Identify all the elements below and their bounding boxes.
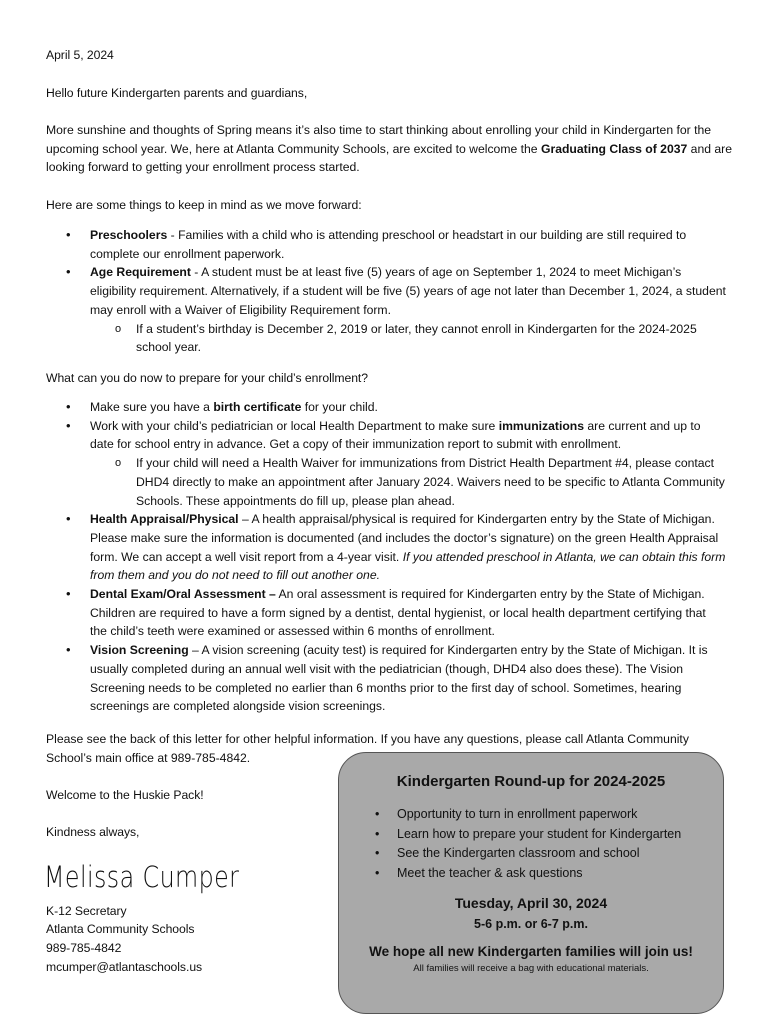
list-item-dental-exam: [46, 585, 726, 641]
welcome-line: Welcome to the Huskie Pack!: [46, 788, 204, 802]
item-heading: Preschoolers: [90, 228, 168, 242]
item-text: Make sure you have a: [90, 400, 214, 414]
greeting: Hello future Kindergarten parents and guardians,: [46, 86, 308, 100]
list-item-birth-certificate: [46, 398, 726, 417]
prepare-heading: What can you do now to prepare for your child’s enrollment?: [46, 371, 369, 385]
list-item-age-requirement: [46, 263, 726, 357]
item-text: – A health appraisal/physical is required for Kindergarten entry by the State of Michigan. Please make sure the information is documented (and includes the doctor’s signature) on the green Health Appraisal form. We can accept a well visit report from a 4-year visit.: [90, 512, 719, 564]
list-item-vision-screening: [46, 641, 726, 716]
roundup-time: 5-6 p.m. or 6-7 p.m.: [474, 917, 588, 931]
item-text: - A student must be at least five (5) years of age on September 1, 2024 to meet Michigan’s eligibility requirement. Alternatively, if a student will be five (5) years of age not later than December 1, 2024, a student may enroll with a Waiver of Eligibility Requirement form.: [90, 265, 726, 317]
keep-in-mind-list: [46, 226, 726, 357]
sub-item-birthday: o If a student’s birthday is December 2, 2019 or later, they cannot enroll in Kindergarten for the 2024-2025 school year.: [90, 320, 726, 357]
roundup-title: Kindergarten Round-up for 2024-2025: [396, 773, 666, 790]
closing-note: Please see the back of this letter for other helpful information. If you have any questions, please call Atlanta Community School’s main office at 989-785-4842.: [46, 732, 689, 765]
roundup-item: • Learn how to prepare your student for Kindergarten: [375, 825, 681, 845]
roundup-item: • See the Kindergarten classroom and school: [375, 844, 681, 864]
item-text: are current and up to date for school entry in advance. Get a copy of their immunization report to submit with enrollment.: [90, 418, 701, 452]
item-text: - Families with a child who is attending preschool or headstart in our building are still required to complete our enrollment paperwork.: [90, 228, 687, 261]
list-item-health-appraisal: [46, 510, 726, 585]
keep-in-mind-heading: Here are some things to keep in mind as we move forward:: [46, 198, 362, 212]
roundup-hope: We hope all new Kindergarten families will join us!: [369, 944, 693, 959]
item-heading: Health Appraisal/Physical: [90, 512, 239, 527]
item-heading: Vision Screening: [90, 643, 189, 658]
signer-email: mcumper@atlantaschools.us: [46, 960, 203, 974]
item-text: An oral assessment is required for Kindergarten entry by the State of Michigan. Children are required to have a form signed by a dentist, dental hygienist, or local health department certifying that the child’s teeth were examined or assessed within 6 months of enrollment.: [90, 587, 706, 639]
class-of-highlight: Graduating Class of 2037: [540, 141, 688, 156]
handwritten-signature: Melissa Cumper: [44, 860, 240, 894]
item-heading: birth certificate: [213, 400, 302, 414]
signer-org: Atlanta Community Schools: [46, 922, 195, 936]
signer-title: K-12 Secretary: [46, 904, 127, 918]
list-item-preschoolers: [46, 226, 726, 263]
roundup-item: • Meet the teacher & ask questions: [375, 864, 681, 884]
item-text: for your child.: [301, 400, 378, 414]
roundup-box: [338, 752, 724, 1014]
roundup-item: • Opportunity to turn in enrollment paperwork: [375, 805, 681, 825]
list-item-immunizations: [46, 417, 726, 511]
intro-text-2: and are looking forward to getting your enrollment process started.: [46, 141, 733, 175]
item-heading: Dental Exam/Oral Assessment –: [90, 587, 276, 602]
sub-item-health-waiver: o If your child will need a Health Waiver for immunizations from District Health Department #4, please contact DHD4 directly to make an appointment after January 2024. Waivers need to be specific to Atlanta Community Schools. These appointments do fill up, please plan ahead.: [90, 454, 726, 510]
intro-paragraph: [46, 121, 736, 177]
item-text: – A vision screening (acuity test) is required for Kindergarten entry by the State of Michigan. It is usually completed during an annual well visit with the pediatrician (though, DHD4 also does these). The Vision Screening needs to be completed no earlier than 6 months prior to the first day of school. Sometimes, hearing screenings are completed alongside vision screenings.: [90, 643, 708, 714]
roundup-note: All families will receive a bag with educational materials.: [413, 963, 649, 974]
item-heading: immunizations: [498, 418, 585, 433]
signoff: Kindness always,: [46, 825, 140, 839]
intro-text-1: More sunshine and thoughts of Spring means it’s also time to start thinking about enrolling your child in Kindergarten for the upcoming school year. We, here at Atlanta Community Schools, are excited to welcome the: [46, 123, 712, 156]
item-heading: Age Requirement: [90, 265, 191, 280]
roundup-list: [375, 805, 681, 883]
prepare-list: [46, 398, 726, 716]
item-text: Work with your child’s pediatrician or local Health Department to make sure: [90, 418, 499, 433]
signer-phone: 989-785-4842: [46, 941, 122, 955]
letter-date: April 5, 2024: [46, 48, 114, 62]
item-italic-note: If you attended preschool in Atlanta, we can obtain this form from them and you do not need to fill out another one.: [90, 549, 726, 583]
roundup-date: Tuesday, April 30, 2024: [454, 895, 608, 911]
